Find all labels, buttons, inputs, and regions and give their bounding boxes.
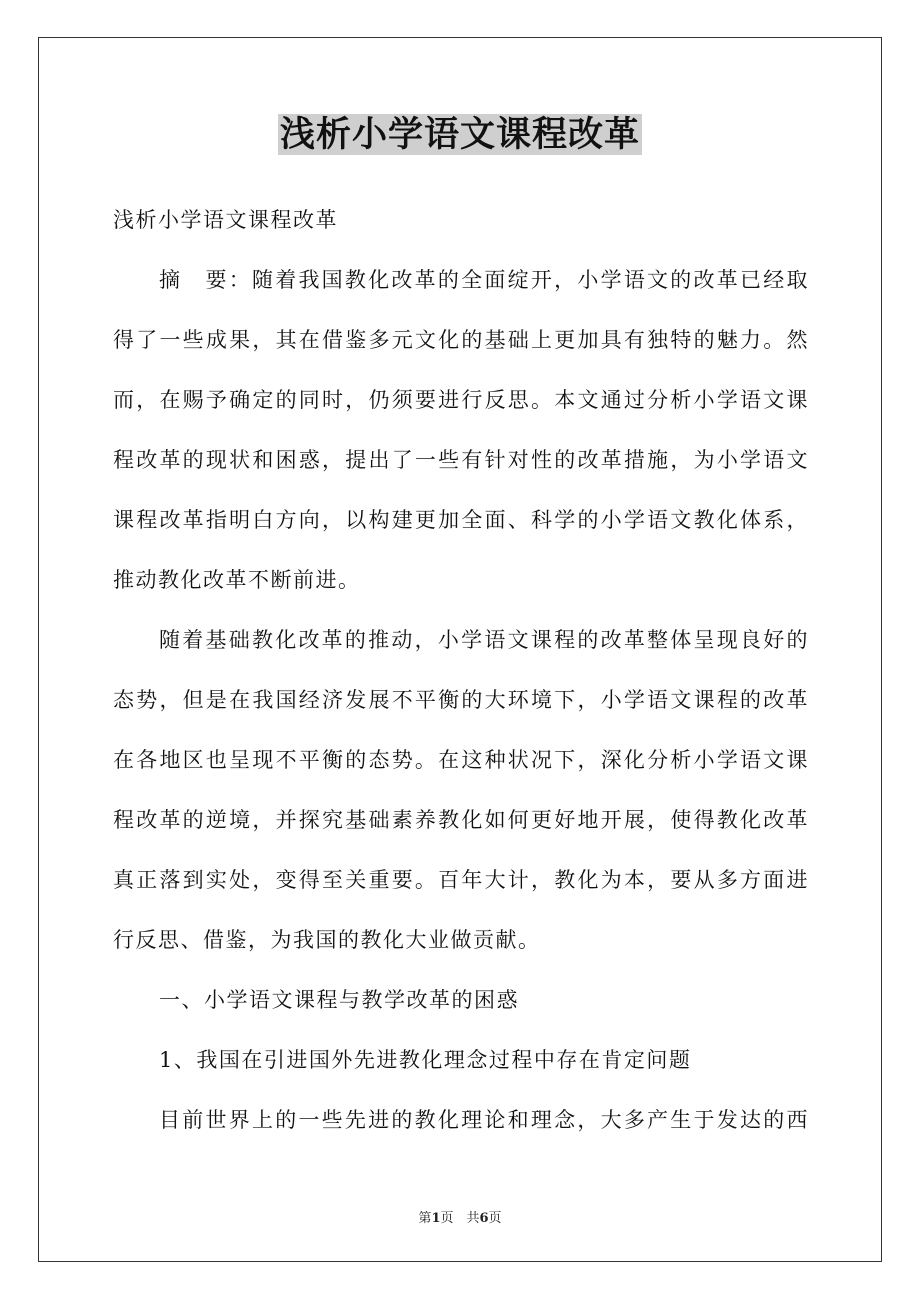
body-line: 浅析小学语文课程改革 [113,208,338,232]
body-line: 目前世界上的一些先进的教化理论和理念，大多产生于发达的西 [159,1108,809,1132]
subsection-heading: 1、我国在引进国外先进教化理念过程中存在肯定问题 [159,1048,692,1072]
body-line: 摘 要：随着我国教化改革的全面绽开，小学语文的改革已经取 [159,268,809,292]
body-line: 程改革的逆境，并探究基础素养教化如何更好地开展，使得教化改革 [113,808,809,832]
body-line: 课程改革指明白方向，以构建更加全面、科学的小学语文教化体系， [113,508,809,532]
body-line: 而，在赐予确定的同时，仍须要进行反思。本文通过分析小学语文课 [113,388,809,412]
body-line: 推动教化改革不断前进。 [113,568,361,592]
footer-mid: 页 共 [440,1211,480,1226]
footer-suffix: 页 [488,1211,502,1226]
body-line: 得了一些成果，其在借鉴多元文化的基础上更加具有独特的魅力。然 [113,328,809,352]
body-line: 随着基础教化改革的推动，小学语文课程的改革整体呈现良好的 [159,628,809,652]
body-line: 行反思、借鉴，为我国的教化大业做贡献。 [113,928,541,952]
footer-prefix: 第 [418,1211,432,1226]
body-line: 真正落到实处，变得至关重要。百年大计，教化为本，要从多方面进 [113,868,809,892]
document-title [0,112,920,158]
document-title-text: 浅析小学语文课程改革 [279,114,640,155]
footer-total-pages: 6 [479,1211,489,1226]
body-line: 程改革的现状和困惑，提出了一些有针对性的改革措施，为小学语文 [113,448,809,472]
document-body [113,190,809,1150]
body-line: 在各地区也呈现不平衡的态势。在这种状况下，深化分析小学语文课 [113,748,809,772]
footer-current-page: 1 [431,1211,441,1226]
page-footer [0,1207,920,1226]
section-heading: 一、小学语文课程与教学改革的困惑 [159,988,519,1012]
body-line: 态势，但是在我国经济发展不平衡的大环境下，小学语文课程的改革 [113,688,809,712]
